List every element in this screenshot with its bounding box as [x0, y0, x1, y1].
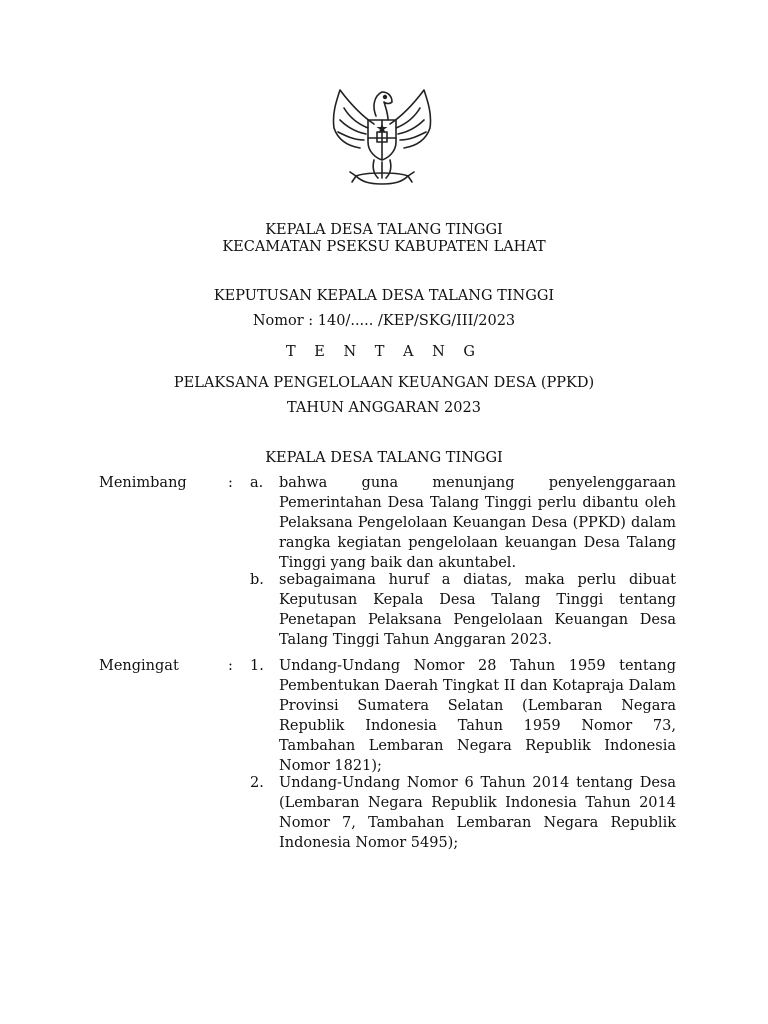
- authority-heading: KEPALA DESA TALANG TINGGI: [265, 450, 503, 466]
- garuda-emblem-icon: [322, 80, 442, 190]
- item-text: sebagaimana huruf a diatas, maka perlu dibuat Keputusan Kepala Desa Talang Tinggi tentang Penetapan Pelaksana Pengelolaan Keuangan Desa Talang Tinggi Tahun Anggaran 2023.: [279, 572, 676, 648]
- item-marker: b.: [250, 572, 264, 588]
- menimbang-colon: :: [228, 475, 233, 491]
- issuer-subtitle: KECAMATAN PSEKSU KABUPATEN LAHAT: [222, 239, 546, 255]
- mengingat-colon: :: [228, 658, 233, 674]
- item-marker: a.: [250, 475, 264, 491]
- decree-number: Nomor : 140/..... /KEP/SKG/III/2023: [252, 313, 516, 329]
- menimbang-item-a: [250, 473, 676, 573]
- mengingat-item-2: [250, 773, 676, 853]
- mengingat-label: Mengingat: [99, 658, 179, 674]
- item-marker: 2.: [250, 775, 264, 791]
- decree-title: KEPUTUSAN KEPALA DESA TALANG TINGGI: [213, 288, 555, 304]
- decree-about-heading: T E N T A N G: [285, 344, 482, 360]
- item-text: Undang-Undang Nomor 6 Tahun 2014 tentang Desa (Lembaran Negara Republik Indonesia Tahun 2014 Nomor 7, Tambahan Lembaran Negara Republik Indonesia Nomor 5495);: [279, 775, 676, 851]
- menimbang-item-b: [250, 570, 676, 650]
- decree-subject-line1: PELAKSANA PENGELOLAAN KEUANGAN DESA (PPKD): [173, 375, 595, 391]
- item-text: bahwa guna menunjang penyelenggaraan Pemerintahan Desa Talang Tinggi perlu dibantu oleh Pelaksana Pengelolaan Keuangan Desa (PPKD) dalam rangka kegiatan pengelolaan keuangan Desa Talang Tinggi yang baik dan akuntabel.: [279, 475, 676, 571]
- menimbang-label: Menimbang: [99, 475, 187, 491]
- item-marker: 1.: [250, 658, 264, 674]
- issuer-title: KEPALA DESA TALANG TINGGI: [265, 222, 503, 238]
- mengingat-item-1: [250, 656, 676, 776]
- decree-subject-line2: TAHUN ANGGARAN 2023: [287, 400, 481, 416]
- item-text: Undang-Undang Nomor 28 Tahun 1959 tentang Pembentukan Daerah Tingkat II dan Kotapraja Dalam Provinsi Sumatera Selatan (Lembaran Negara Republik Indonesia Tahun 1959 Nomor 73, Tambahan Lembaran Negara Republik Indonesia Nomor 1821);: [279, 658, 676, 774]
